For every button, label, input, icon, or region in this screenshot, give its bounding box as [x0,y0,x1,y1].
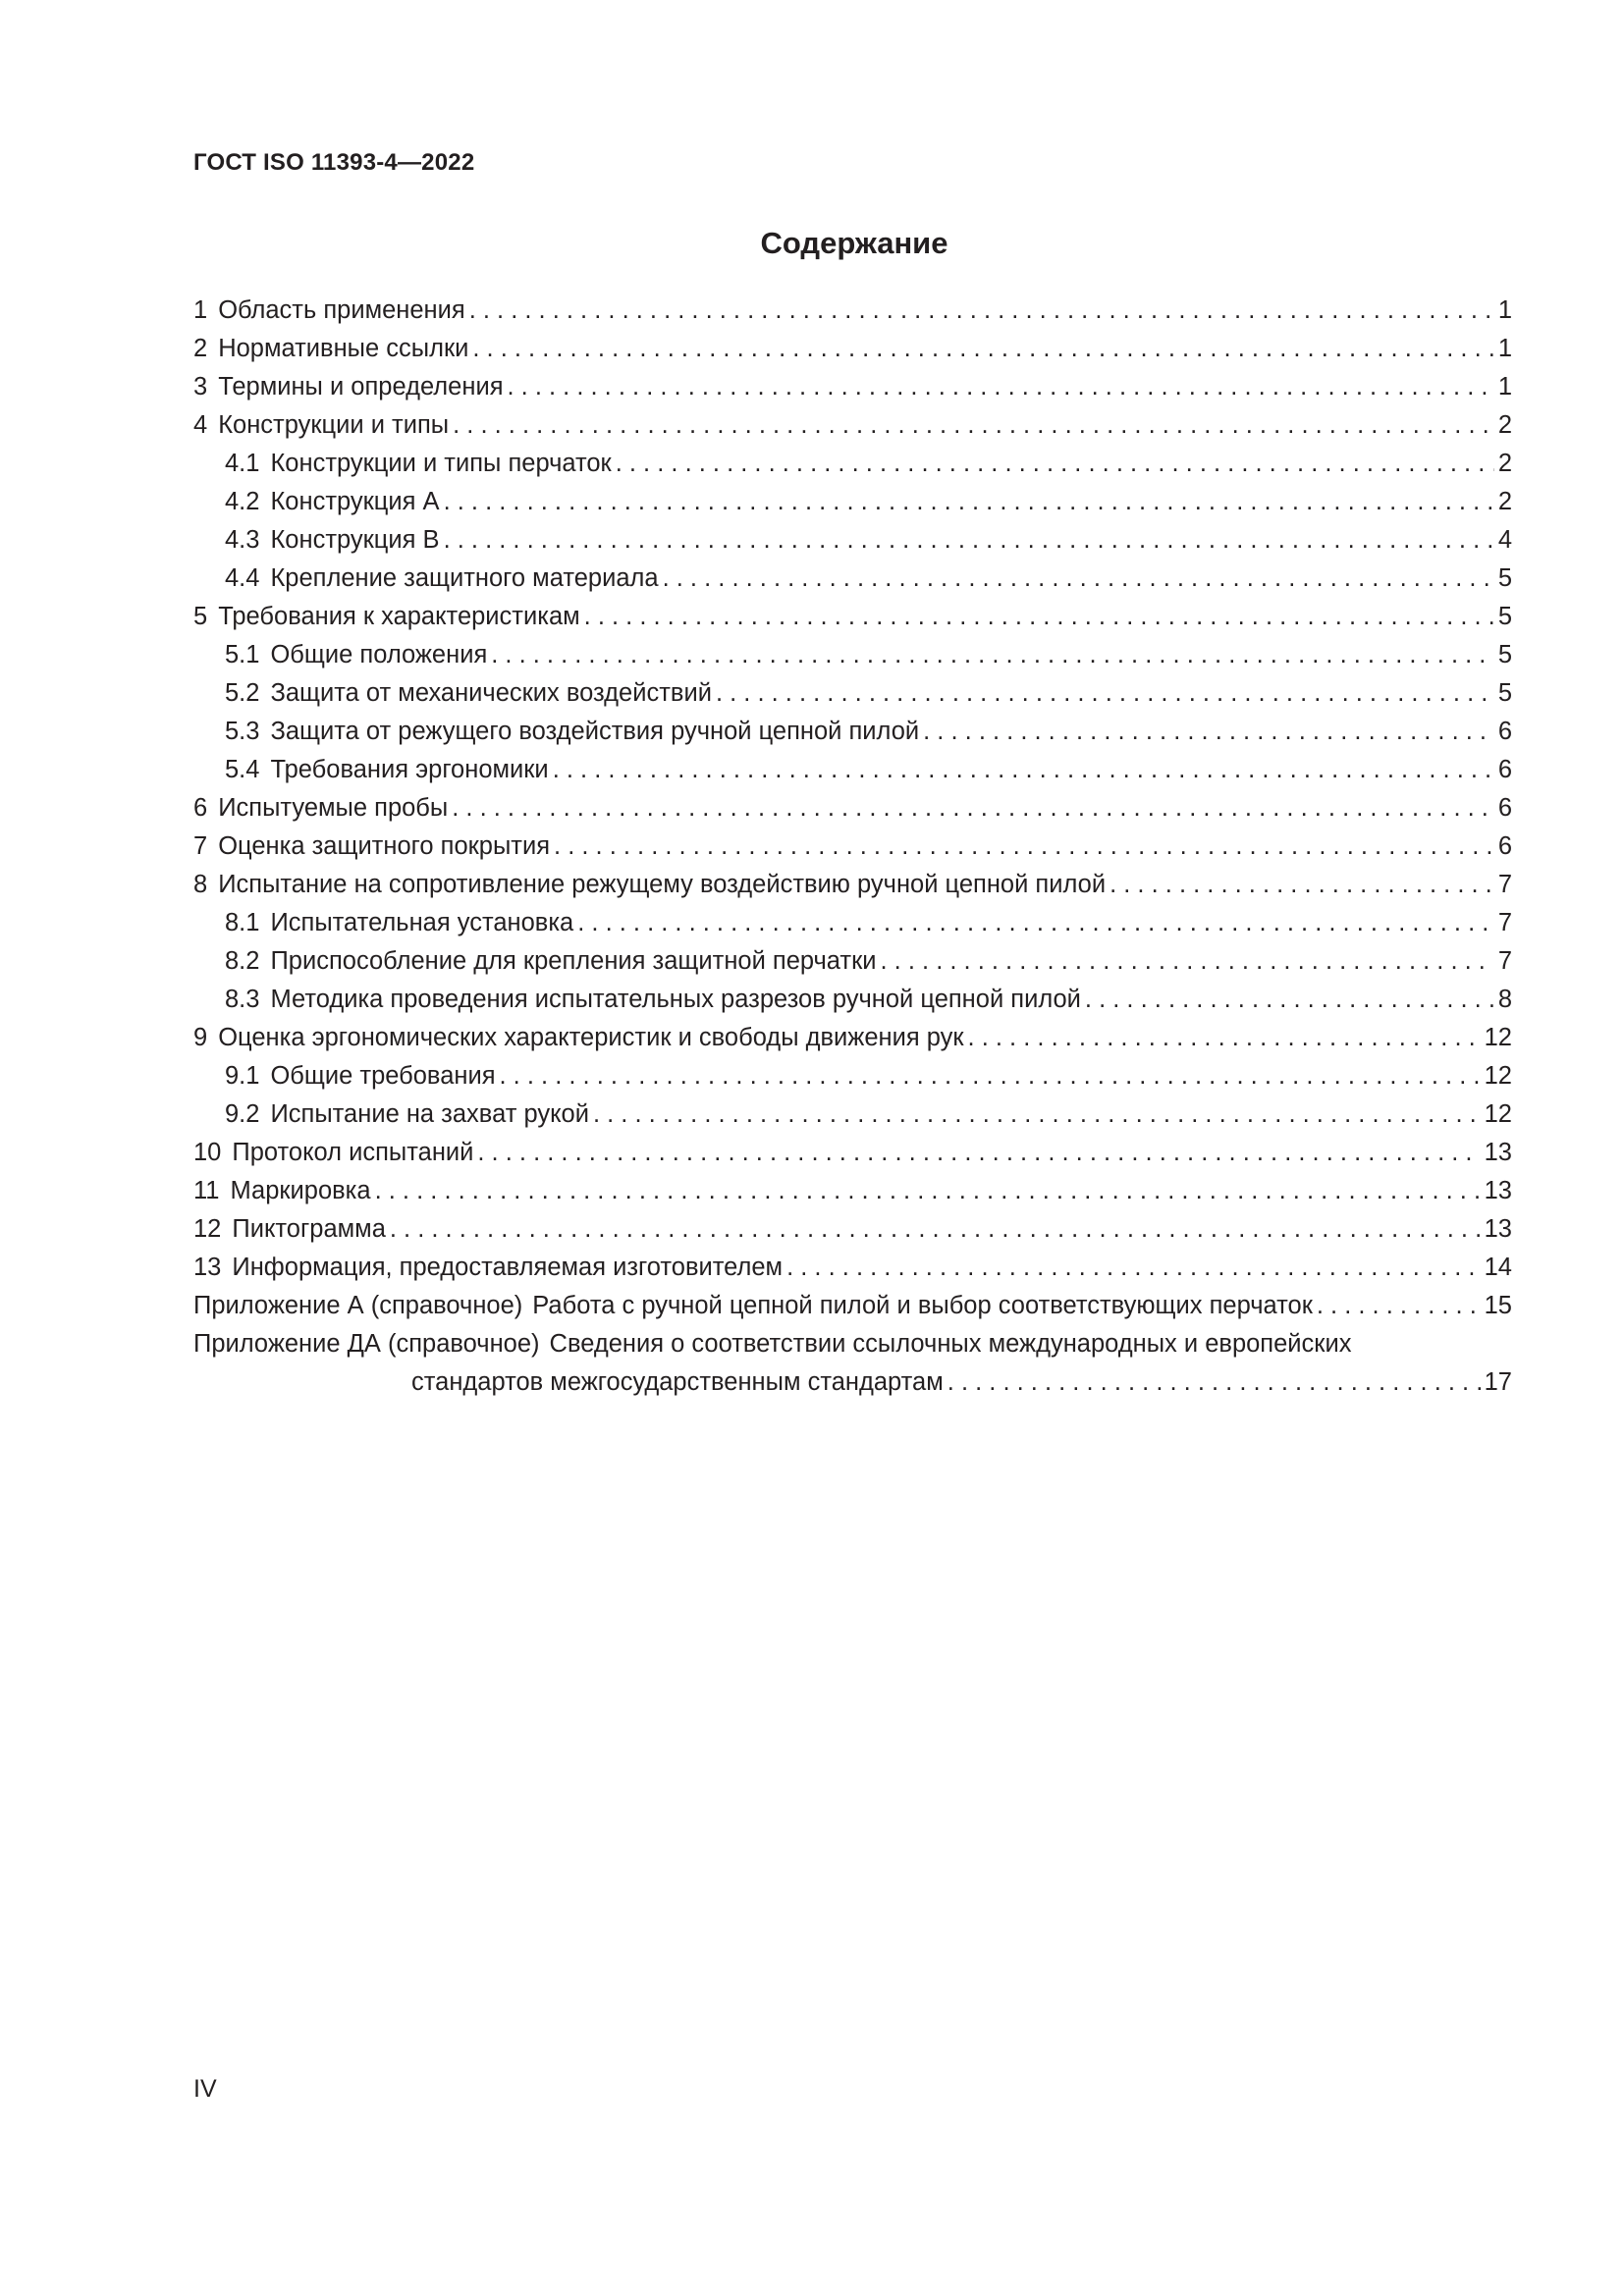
dot-leader [593,1095,1481,1134]
dot-leader [472,330,1493,368]
toc-entry-label: Область применения [218,296,465,324]
toc-entry-page: 7 [1497,871,1512,898]
toc-entry-number: 2 [193,335,208,362]
dot-leader [923,713,1494,751]
toc-entry[interactable] [193,751,1512,789]
toc-entry-page: 2 [1497,488,1512,515]
toc-entry-number: 13 [193,1254,222,1281]
toc-entry[interactable] [193,866,1512,904]
toc-entry-label: Нормативные ссылки [218,335,469,362]
toc-entry-page: 8 [1497,986,1512,1013]
toc-entry-number: 5.1 [225,641,260,668]
dot-leader [1085,981,1494,1019]
toc-entry-number: 6 [193,794,208,822]
toc-entry-page: 6 [1497,718,1512,745]
toc-entry-label: Защита от режущего воздействия ручной цепной пилой [270,718,920,745]
toc-entry-page: 5 [1497,564,1512,592]
toc-entry[interactable] [193,1249,1512,1287]
toc-entry-number: 8.3 [225,986,260,1013]
toc-entry[interactable] [193,1057,1512,1095]
dot-leader [491,636,1494,674]
toc-entry-label: Общие положения [270,641,488,668]
toc-entry[interactable] [193,330,1512,368]
toc-entry-label: Протокол испытаний [232,1139,474,1166]
toc-entry-number: 7 [193,832,208,860]
dot-leader [452,789,1494,828]
dot-leader [553,751,1494,789]
annex-label-continued: стандартов межгосударственным стандартам [411,1368,944,1396]
dot-leader [1317,1287,1481,1325]
dot-leader [500,1057,1481,1095]
toc-entry-page: 6 [1497,832,1512,860]
toc-entry-number: 4.3 [225,526,260,554]
toc-annex-entry[interactable] [193,1287,1512,1325]
toc-entry-number: 4.1 [225,450,260,477]
toc-entry[interactable] [193,828,1512,866]
toc-entry-label: Маркировка [230,1177,371,1204]
toc-annex-entry[interactable] [193,1325,1512,1402]
toc-entry-number: 9.2 [225,1100,260,1128]
toc-entry-number: 1 [193,296,208,324]
toc-entry-label: Методика проведения испытательных разрезов ручной цепной пилой [270,986,1081,1013]
toc-entry-number: 8.2 [225,947,260,975]
toc-entry-page: 6 [1497,756,1512,783]
toc-entry-page: 13 [1484,1177,1512,1204]
dot-leader [584,598,1494,636]
dot-leader [390,1210,1481,1249]
toc-entry-label: Испытательная установка [270,909,574,936]
dot-leader [554,828,1494,866]
toc-entry[interactable] [193,521,1512,560]
dot-leader [968,1019,1481,1057]
dot-leader [375,1172,1481,1210]
toc-entry[interactable] [193,904,1512,942]
annex-label: Сведения о соответствии ссылочных международных и европейских [549,1330,1352,1358]
dot-leader [1110,866,1494,904]
toc-entry-number: 5.3 [225,718,260,745]
toc-entry[interactable] [193,598,1512,636]
toc-entry-number: 5.2 [225,679,260,707]
toc-entry-label: Термины и определения [218,373,504,400]
table-of-contents [193,292,1512,1402]
toc-entry-page: 1 [1497,335,1512,362]
dot-leader [716,674,1494,713]
toc-entry-number: 5.4 [225,756,260,783]
toc-entry-number: 9.1 [225,1062,260,1090]
toc-entry-page: 4 [1497,526,1512,554]
dot-leader [444,483,1494,521]
toc-entry[interactable] [193,1172,1512,1210]
toc-entry-page: 1 [1497,296,1512,324]
toc-entry-page: 12 [1484,1100,1512,1128]
toc-entry-number: 8 [193,871,208,898]
page-number: IV [193,2075,217,2103]
toc-entry-page: 14 [1484,1254,1512,1281]
toc-entry-label: Испытание на захват рукой [270,1100,589,1128]
toc-entry[interactable] [193,445,1512,483]
toc-entry-page: 12 [1484,1024,1512,1051]
toc-entry-page: 2 [1497,450,1512,477]
toc-entry-page: 1 [1497,373,1512,400]
toc-entry-label: Оценка защитного покрытия [218,832,551,860]
toc-entry-number: 4 [193,411,208,439]
toc-entry-page: 6 [1497,794,1512,822]
toc-entry-page: 5 [1497,679,1512,707]
dot-leader [477,1134,1480,1172]
toc-entry-page: 7 [1497,947,1512,975]
toc-entry-label: Требования к характеристикам [218,603,580,630]
toc-entry-label: Приспособление для крепления защитной перчатки [270,947,877,975]
dot-leader [616,445,1494,483]
toc-entry-number: 12 [193,1215,222,1243]
toc-entry-number: 4.4 [225,564,260,592]
toc-entry-label: Защита от механических воздействий [270,679,712,707]
toc-entry[interactable] [193,292,1512,330]
dot-leader [444,521,1494,560]
dot-leader [453,406,1494,445]
toc-entry[interactable] [193,942,1512,981]
toc-entry-page: 12 [1484,1062,1512,1090]
toc-entry[interactable] [193,1210,1512,1249]
dot-leader [508,368,1494,406]
toc-entry[interactable] [193,560,1512,598]
toc-entry-number: 4.2 [225,488,260,515]
toc-entry-number: 10 [193,1139,222,1166]
toc-entry-label: Конструкции и типы [218,411,450,439]
toc-entry[interactable] [193,406,1512,445]
toc-entry[interactable] [193,483,1512,521]
toc-entry-label: Конструкция А [270,488,440,515]
toc-entry[interactable] [193,636,1512,674]
toc-entry-label: Конструкция В [270,526,440,554]
toc-entry[interactable] [193,1019,1512,1057]
toc-entry[interactable] [193,368,1512,406]
toc-entry-number: 3 [193,373,208,400]
toc-entry[interactable] [193,1095,1512,1134]
annex-page: 17 [1484,1368,1512,1396]
toc-entry-label: Информация, предоставляемая изготовителем [232,1254,784,1281]
toc-entry-page: 2 [1497,411,1512,439]
dot-leader [469,292,1494,330]
annex-prefix: Приложение А (справочное) [193,1292,523,1319]
toc-entry-number: 11 [193,1177,220,1204]
toc-entry-label: Крепление защитного материала [270,564,659,592]
toc-entry-label: Испытание на сопротивление режущему воздействию ручной цепной пилой [218,871,1107,898]
toc-entry-number: 9 [193,1024,208,1051]
annex-page: 15 [1484,1292,1512,1319]
dot-leader [947,1363,1481,1402]
toc-entry-label: Конструкции и типы перчаток [270,450,612,477]
toc-entry-label: Испытуемые пробы [218,794,449,822]
toc-entry[interactable] [193,674,1512,713]
dot-leader [577,904,1494,942]
dot-leader [786,1249,1481,1287]
dot-leader [881,942,1494,981]
toc-entry-page: 13 [1484,1215,1512,1243]
toc-entry-page: 5 [1497,603,1512,630]
annex-prefix: Приложение ДА (справочное) [193,1330,540,1358]
annex-label: Работа с ручной цепной пилой и выбор соответствующих перчаток [532,1292,1313,1319]
toc-entry-page: 5 [1497,641,1512,668]
toc-entry-page: 13 [1484,1139,1512,1166]
toc-entry-page: 7 [1497,909,1512,936]
document-code: ГОСТ ISO 11393-4—2022 [193,149,475,176]
toc-entry-label: Общие требования [270,1062,496,1090]
toc-entry[interactable] [193,789,1512,828]
toc-entry-number: 5 [193,603,208,630]
toc-entry[interactable] [193,981,1512,1019]
dot-leader [663,560,1494,598]
toc-title: Содержание [760,226,948,260]
toc-entry-label: Оценка эргономических характеристик и свободы движения рук [218,1024,964,1051]
toc-entry[interactable] [193,1134,1512,1172]
toc-entry-label: Требования эргономики [270,756,549,783]
toc-entry-label: Пиктограмма [232,1215,386,1243]
toc-entry-number: 8.1 [225,909,260,936]
toc-entry[interactable] [193,713,1512,751]
